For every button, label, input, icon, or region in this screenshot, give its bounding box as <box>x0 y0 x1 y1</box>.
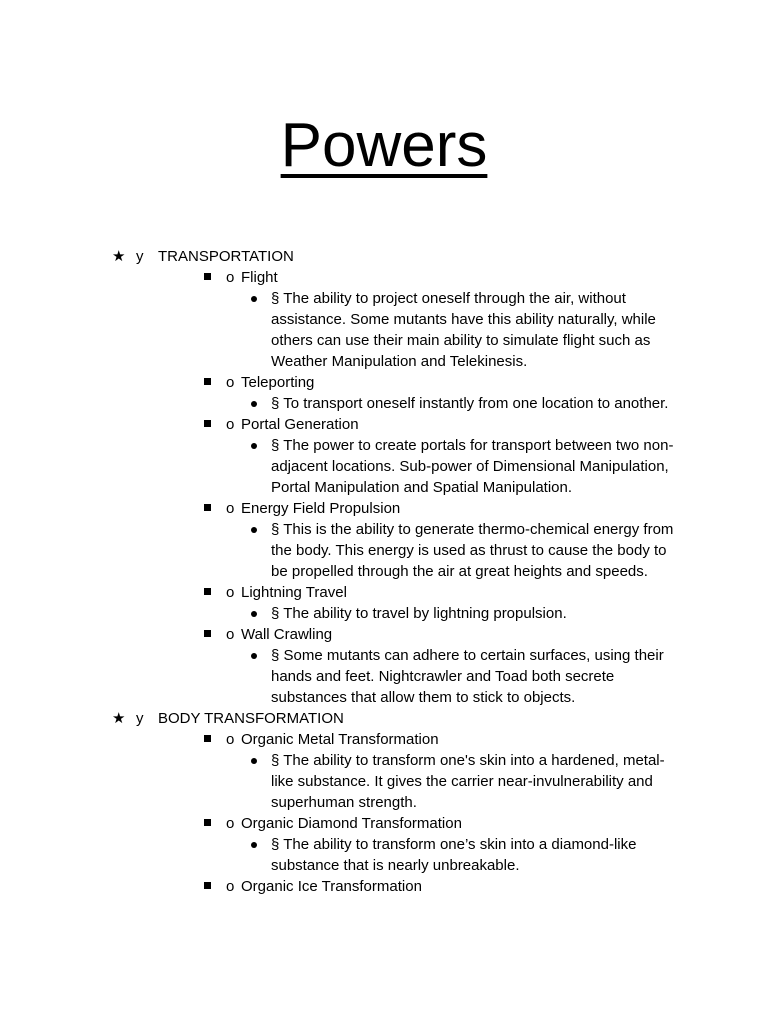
power-description <box>0 288 768 372</box>
power-description-text: § The ability to transform one's skin into a hardened, metal-like substance. It gives the carrier near-invulnerability and superhuman strength. <box>271 752 665 811</box>
square-bullet-icon <box>204 819 211 826</box>
power-name: Organic Diamond Transformation <box>241 815 462 832</box>
square-bullet-icon <box>204 735 211 742</box>
item-marker: o <box>226 416 235 433</box>
section-heading <box>0 708 768 729</box>
power-description-text: § The power to create portals for transport between two non-adjacent locations. Sub-power of Dimensional Manipulation, Portal Manipulation and Spatial Manipulation. <box>271 437 674 496</box>
section-marker: y <box>136 710 144 727</box>
power-item <box>0 876 768 897</box>
power-item <box>0 729 768 750</box>
power-description <box>0 750 768 813</box>
dot-bullet-icon <box>251 296 257 302</box>
power-description <box>0 435 768 498</box>
dot-bullet-icon <box>251 443 257 449</box>
star-bullet-icon: ★ <box>112 710 126 727</box>
power-description-text: § The ability to travel by lightning propulsion. <box>271 605 567 622</box>
dot-bullet-icon <box>251 611 257 617</box>
powers-outline <box>0 246 768 897</box>
item-marker: o <box>226 815 235 832</box>
square-bullet-icon <box>204 378 211 385</box>
section-label: BODY TRANSFORMATION <box>158 710 344 727</box>
section-marker: y <box>136 248 144 265</box>
square-bullet-icon <box>204 273 211 280</box>
power-description <box>0 519 768 582</box>
star-bullet-icon: ★ <box>112 248 126 265</box>
section-heading <box>0 246 768 267</box>
power-name: Flight <box>241 269 278 286</box>
square-bullet-icon <box>204 882 211 889</box>
power-description <box>0 834 768 876</box>
square-bullet-icon <box>204 504 211 511</box>
power-name: Portal Generation <box>241 416 359 433</box>
power-item <box>0 813 768 834</box>
power-description <box>0 393 768 414</box>
section-label: TRANSPORTATION <box>158 248 294 265</box>
power-description-text: § The ability to transform one’s skin into a diamond-like substance that is nearly unbreakable. <box>271 836 637 874</box>
dot-bullet-icon <box>251 527 257 533</box>
power-name: Teleporting <box>241 374 315 391</box>
power-name: Lightning Travel <box>241 584 347 601</box>
power-name: Wall Crawling <box>241 626 333 643</box>
page-title <box>0 108 768 184</box>
power-item <box>0 624 768 645</box>
power-item <box>0 582 768 603</box>
square-bullet-icon <box>204 588 211 595</box>
power-name: Energy Field Propulsion <box>241 500 401 517</box>
power-description <box>0 603 768 624</box>
item-marker: o <box>226 269 235 286</box>
item-marker: o <box>226 731 235 748</box>
square-bullet-icon <box>204 630 211 637</box>
power-description-text: § The ability to project oneself through the air, without assistance. Some mutants have this ability naturally, while others can use their main ability to simulate flight such as Weather Manipulation and Telekinesis. <box>271 290 656 370</box>
dot-bullet-icon <box>251 758 257 764</box>
power-description-text: § Some mutants can adhere to certain surfaces, using their hands and feet. Nightcrawler and Toad both secrete substances that allow them to stick to objects. <box>271 647 664 706</box>
power-item <box>0 372 768 393</box>
item-marker: o <box>226 626 235 643</box>
power-name: Organic Ice Transformation <box>241 878 422 895</box>
power-item <box>0 414 768 435</box>
power-item <box>0 267 768 288</box>
item-marker: o <box>226 584 235 601</box>
power-description <box>0 645 768 708</box>
dot-bullet-icon <box>251 401 257 407</box>
power-description-text: § To transport oneself instantly from one location to another. <box>271 395 669 412</box>
item-marker: o <box>226 500 235 517</box>
power-name: Organic Metal Transformation <box>241 731 439 748</box>
power-description-text: § This is the ability to generate thermo-chemical energy from the body. This energy is used as thrust to cause the body to be propelled through the air at great heights and speeds. <box>271 521 674 580</box>
dot-bullet-icon <box>251 653 257 659</box>
item-marker: o <box>226 878 235 895</box>
power-item <box>0 498 768 519</box>
dot-bullet-icon <box>251 842 257 848</box>
item-marker: o <box>226 374 235 391</box>
square-bullet-icon <box>204 420 211 427</box>
page-title-text: Powers <box>280 111 488 180</box>
